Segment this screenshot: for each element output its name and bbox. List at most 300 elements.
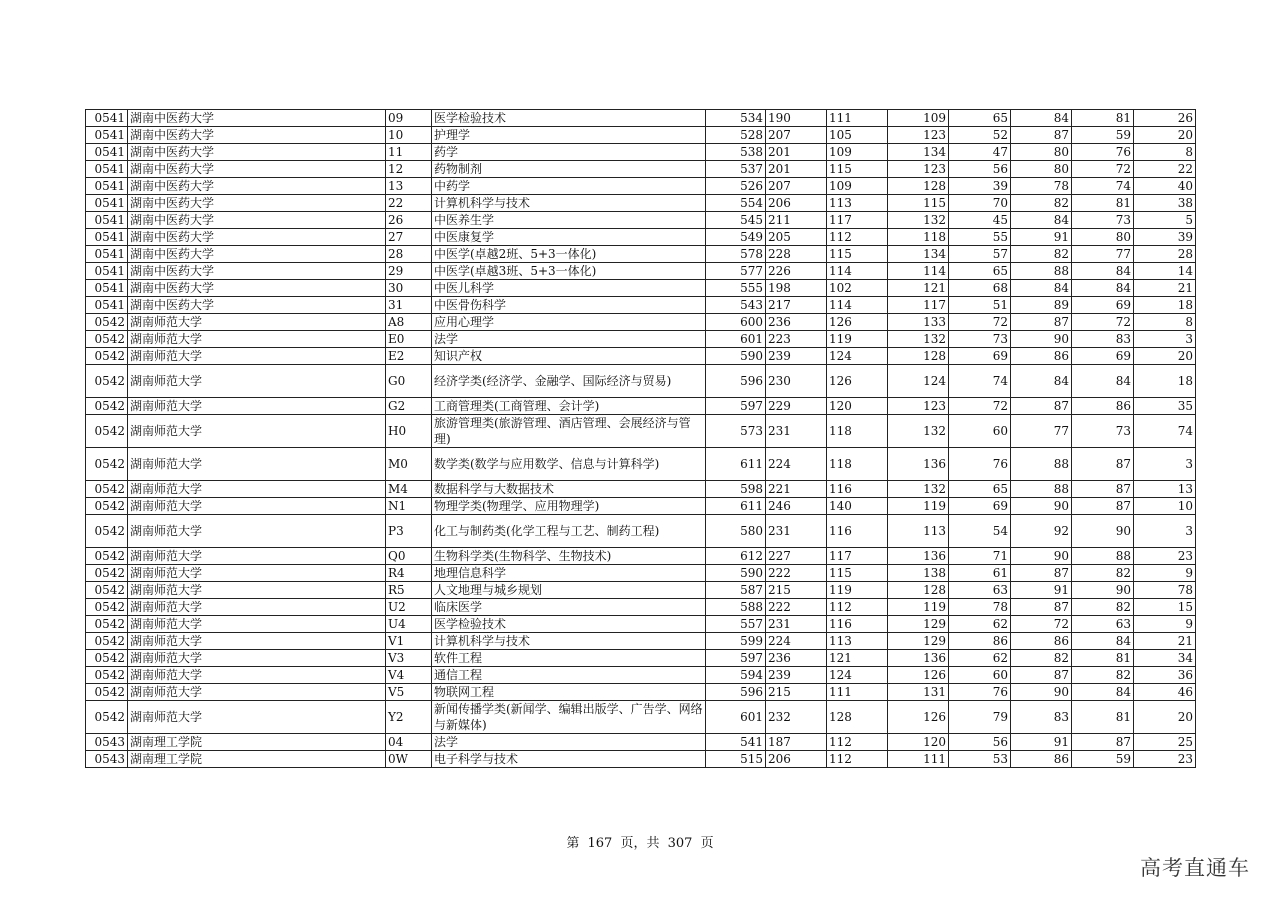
table-row (86, 515, 1196, 548)
cell-score-b: 116 (827, 515, 888, 548)
cell-total-score: 598 (706, 481, 766, 498)
cell-score-e: 84 (1011, 110, 1072, 127)
cell-score-g: 34 (1134, 650, 1196, 667)
footer-page-number: 167 (587, 836, 613, 851)
cell-school-code: 0542 (86, 481, 128, 498)
cell-major-name: 软件工程 (432, 650, 706, 667)
cell-score-b: 115 (827, 565, 888, 582)
table-row (86, 348, 1196, 365)
cell-score-f: 82 (1072, 667, 1134, 684)
cell-major-code: 10 (386, 127, 432, 144)
cell-score-d: 52 (949, 127, 1011, 144)
table-row (86, 398, 1196, 415)
cell-major-name: 中药学 (432, 178, 706, 195)
table-row (86, 667, 1196, 684)
cell-score-g: 3 (1134, 331, 1196, 348)
cell-school-name: 湖南师范大学 (128, 548, 386, 565)
cell-score-a: 224 (766, 448, 827, 481)
cell-total-score: 515 (706, 751, 766, 768)
cell-school-name: 湖南中医药大学 (128, 229, 386, 246)
table-row (86, 498, 1196, 515)
cell-total-score: 596 (706, 365, 766, 398)
cell-major-code: H0 (386, 415, 432, 448)
cell-score-e: 91 (1011, 582, 1072, 599)
cell-school-name: 湖南师范大学 (128, 582, 386, 599)
cell-total-score: 596 (706, 684, 766, 701)
cell-score-c: 136 (888, 448, 949, 481)
cell-score-f: 84 (1072, 684, 1134, 701)
cell-score-f: 90 (1072, 582, 1134, 599)
table-row (86, 650, 1196, 667)
cell-score-f: 59 (1072, 127, 1134, 144)
table-row (86, 415, 1196, 448)
cell-score-b: 116 (827, 616, 888, 633)
cell-major-name: 法学 (432, 331, 706, 348)
cell-school-code: 0542 (86, 415, 128, 448)
cell-school-name: 湖南师范大学 (128, 565, 386, 582)
cell-score-e: 89 (1011, 297, 1072, 314)
score-table (85, 109, 1196, 768)
cell-score-c: 121 (888, 280, 949, 297)
cell-score-b: 117 (827, 212, 888, 229)
cell-major-name: 工商管理类(工商管理、会计学) (432, 398, 706, 415)
cell-major-name: 计算机科学与技术 (432, 633, 706, 650)
cell-total-score: 600 (706, 314, 766, 331)
cell-score-g: 8 (1134, 314, 1196, 331)
cell-score-e: 88 (1011, 263, 1072, 280)
table-row (86, 565, 1196, 582)
cell-score-e: 90 (1011, 498, 1072, 515)
cell-score-g: 14 (1134, 263, 1196, 280)
cell-score-d: 72 (949, 398, 1011, 415)
cell-total-score: 578 (706, 246, 766, 263)
cell-total-score: 590 (706, 348, 766, 365)
cell-score-e: 80 (1011, 161, 1072, 178)
cell-score-d: 56 (949, 161, 1011, 178)
cell-score-g: 13 (1134, 481, 1196, 498)
cell-school-name: 湖南中医药大学 (128, 195, 386, 212)
cell-major-code: U4 (386, 616, 432, 633)
cell-major-code: 27 (386, 229, 432, 246)
cell-school-code: 0542 (86, 616, 128, 633)
cell-total-score: 537 (706, 161, 766, 178)
cell-school-name: 湖南师范大学 (128, 398, 386, 415)
cell-score-d: 86 (949, 633, 1011, 650)
cell-school-name: 湖南中医药大学 (128, 246, 386, 263)
table-row (86, 263, 1196, 280)
cell-score-c: 128 (888, 178, 949, 195)
cell-score-f: 90 (1072, 515, 1134, 548)
cell-school-code: 0542 (86, 684, 128, 701)
cell-score-e: 87 (1011, 398, 1072, 415)
cell-score-b: 116 (827, 481, 888, 498)
cell-score-g: 18 (1134, 297, 1196, 314)
table-row (86, 734, 1196, 751)
cell-score-e: 90 (1011, 331, 1072, 348)
cell-score-g: 18 (1134, 365, 1196, 398)
cell-score-e: 87 (1011, 599, 1072, 616)
cell-major-code: M0 (386, 448, 432, 481)
cell-score-c: 123 (888, 161, 949, 178)
cell-score-c: 136 (888, 548, 949, 565)
table-row (86, 616, 1196, 633)
cell-score-c: 123 (888, 398, 949, 415)
cell-score-d: 68 (949, 280, 1011, 297)
cell-score-d: 57 (949, 246, 1011, 263)
cell-school-code: 0542 (86, 448, 128, 481)
cell-score-c: 115 (888, 195, 949, 212)
cell-score-a: 236 (766, 650, 827, 667)
cell-school-name: 湖南中医药大学 (128, 144, 386, 161)
cell-score-g: 23 (1134, 548, 1196, 565)
cell-school-code: 0541 (86, 280, 128, 297)
cell-major-name: 中医儿科学 (432, 280, 706, 297)
cell-score-e: 88 (1011, 481, 1072, 498)
cell-major-name: 药学 (432, 144, 706, 161)
cell-score-c: 131 (888, 684, 949, 701)
cell-major-name: 知识产权 (432, 348, 706, 365)
cell-score-b: 113 (827, 633, 888, 650)
cell-score-a: 215 (766, 684, 827, 701)
cell-major-name: 医学检验技术 (432, 616, 706, 633)
table-row (86, 448, 1196, 481)
cell-score-f: 72 (1072, 161, 1134, 178)
cell-score-b: 114 (827, 297, 888, 314)
cell-total-score: 601 (706, 701, 766, 734)
cell-score-g: 20 (1134, 348, 1196, 365)
cell-school-code: 0543 (86, 751, 128, 768)
cell-score-f: 84 (1072, 280, 1134, 297)
cell-major-name: 中医养生学 (432, 212, 706, 229)
table-row (86, 633, 1196, 650)
cell-total-score: 611 (706, 498, 766, 515)
cell-score-c: 134 (888, 246, 949, 263)
cell-school-name: 湖南师范大学 (128, 331, 386, 348)
cell-school-name: 湖南师范大学 (128, 667, 386, 684)
cell-school-code: 0541 (86, 144, 128, 161)
cell-score-b: 114 (827, 263, 888, 280)
cell-major-code: M4 (386, 481, 432, 498)
table-row (86, 161, 1196, 178)
cell-major-code: V5 (386, 684, 432, 701)
cell-score-f: 87 (1072, 734, 1134, 751)
cell-major-name: 中医骨伤科学 (432, 297, 706, 314)
cell-major-name: 人文地理与城乡规划 (432, 582, 706, 599)
cell-school-name: 湖南中医药大学 (128, 110, 386, 127)
cell-score-g: 36 (1134, 667, 1196, 684)
cell-score-b: 124 (827, 348, 888, 365)
cell-major-code: E0 (386, 331, 432, 348)
cell-total-score: 612 (706, 548, 766, 565)
cell-major-code: 13 (386, 178, 432, 195)
cell-score-f: 83 (1072, 331, 1134, 348)
cell-school-name: 湖南师范大学 (128, 415, 386, 448)
cell-score-b: 111 (827, 110, 888, 127)
cell-score-f: 84 (1072, 633, 1134, 650)
cell-school-code: 0542 (86, 667, 128, 684)
cell-score-d: 53 (949, 751, 1011, 768)
cell-score-a: 231 (766, 415, 827, 448)
cell-school-code: 0542 (86, 701, 128, 734)
cell-total-score: 541 (706, 734, 766, 751)
cell-score-e: 82 (1011, 195, 1072, 212)
cell-score-e: 84 (1011, 212, 1072, 229)
cell-score-a: 223 (766, 331, 827, 348)
cell-major-code: 29 (386, 263, 432, 280)
cell-score-c: 128 (888, 348, 949, 365)
cell-major-name: 药物制剂 (432, 161, 706, 178)
cell-score-e: 82 (1011, 650, 1072, 667)
cell-score-d: 51 (949, 297, 1011, 314)
cell-school-name: 湖南师范大学 (128, 650, 386, 667)
cell-major-code: N1 (386, 498, 432, 515)
cell-total-score: 601 (706, 331, 766, 348)
table-row (86, 212, 1196, 229)
cell-school-code: 0541 (86, 161, 128, 178)
cell-score-g: 20 (1134, 701, 1196, 734)
cell-score-e: 90 (1011, 548, 1072, 565)
cell-major-name: 物理学类(物理学、应用物理学) (432, 498, 706, 515)
cell-score-f: 76 (1072, 144, 1134, 161)
cell-score-a: 228 (766, 246, 827, 263)
cell-score-d: 60 (949, 667, 1011, 684)
cell-school-name: 湖南中医药大学 (128, 127, 386, 144)
cell-score-b: 120 (827, 398, 888, 415)
cell-school-name: 湖南中医药大学 (128, 178, 386, 195)
cell-major-code: 12 (386, 161, 432, 178)
cell-score-f: 87 (1072, 448, 1134, 481)
cell-score-b: 111 (827, 684, 888, 701)
cell-school-name: 湖南师范大学 (128, 348, 386, 365)
cell-score-d: 60 (949, 415, 1011, 448)
cell-score-b: 105 (827, 127, 888, 144)
cell-total-score: 549 (706, 229, 766, 246)
cell-total-score: 580 (706, 515, 766, 548)
cell-school-name: 湖南中医药大学 (128, 212, 386, 229)
cell-score-d: 73 (949, 331, 1011, 348)
cell-score-g: 35 (1134, 398, 1196, 415)
cell-school-code: 0542 (86, 599, 128, 616)
cell-score-g: 21 (1134, 633, 1196, 650)
cell-score-e: 86 (1011, 348, 1072, 365)
cell-score-a: 236 (766, 314, 827, 331)
cell-major-name: 计算机科学与技术 (432, 195, 706, 212)
cell-major-name: 医学检验技术 (432, 110, 706, 127)
cell-score-d: 69 (949, 498, 1011, 515)
cell-school-code: 0541 (86, 263, 128, 280)
cell-school-code: 0541 (86, 195, 128, 212)
cell-school-code: 0541 (86, 246, 128, 263)
cell-score-d: 62 (949, 650, 1011, 667)
cell-major-code: Y2 (386, 701, 432, 734)
cell-major-code: 11 (386, 144, 432, 161)
cell-school-name: 湖南师范大学 (128, 365, 386, 398)
cell-score-a: 201 (766, 161, 827, 178)
cell-total-score: 526 (706, 178, 766, 195)
table-row (86, 110, 1196, 127)
cell-total-score: 577 (706, 263, 766, 280)
cell-school-code: 0542 (86, 314, 128, 331)
cell-score-g: 25 (1134, 734, 1196, 751)
cell-score-d: 62 (949, 616, 1011, 633)
cell-school-name: 湖南理工学院 (128, 734, 386, 751)
table-row (86, 229, 1196, 246)
cell-school-name: 湖南中医药大学 (128, 161, 386, 178)
cell-score-d: 39 (949, 178, 1011, 195)
cell-score-a: 231 (766, 515, 827, 548)
watermark-text: 高考直通车 (1140, 856, 1250, 880)
cell-score-g: 38 (1134, 195, 1196, 212)
cell-score-c: 132 (888, 212, 949, 229)
cell-score-b: 128 (827, 701, 888, 734)
cell-score-b: 117 (827, 548, 888, 565)
table-row (86, 297, 1196, 314)
cell-school-code: 0542 (86, 633, 128, 650)
cell-school-code: 0542 (86, 365, 128, 398)
cell-score-a: 239 (766, 348, 827, 365)
cell-score-d: 45 (949, 212, 1011, 229)
cell-major-code: P3 (386, 515, 432, 548)
cell-score-e: 88 (1011, 448, 1072, 481)
cell-total-score: 590 (706, 565, 766, 582)
cell-total-score: 594 (706, 667, 766, 684)
cell-school-name: 湖南师范大学 (128, 498, 386, 515)
cell-score-f: 73 (1072, 212, 1134, 229)
cell-major-code: V4 (386, 667, 432, 684)
cell-score-a: 207 (766, 127, 827, 144)
cell-score-b: 102 (827, 280, 888, 297)
cell-score-a: 198 (766, 280, 827, 297)
cell-score-g: 8 (1134, 144, 1196, 161)
cell-total-score: 599 (706, 633, 766, 650)
cell-school-name: 湖南师范大学 (128, 684, 386, 701)
cell-score-e: 80 (1011, 144, 1072, 161)
cell-score-c: 136 (888, 650, 949, 667)
cell-score-a: 206 (766, 195, 827, 212)
cell-major-name: 通信工程 (432, 667, 706, 684)
cell-score-g: 20 (1134, 127, 1196, 144)
cell-school-code: 0542 (86, 498, 128, 515)
cell-score-d: 72 (949, 314, 1011, 331)
cell-score-g: 39 (1134, 229, 1196, 246)
cell-major-name: 经济学类(经济学、金融学、国际经济与贸易) (432, 365, 706, 398)
cell-score-e: 87 (1011, 565, 1072, 582)
table-row (86, 365, 1196, 398)
cell-major-code: Q0 (386, 548, 432, 565)
cell-score-a: 226 (766, 263, 827, 280)
cell-score-b: 112 (827, 734, 888, 751)
cell-score-d: 54 (949, 515, 1011, 548)
cell-score-f: 84 (1072, 263, 1134, 280)
cell-score-b: 109 (827, 178, 888, 195)
cell-major-name: 地理信息科学 (432, 565, 706, 582)
cell-score-b: 124 (827, 667, 888, 684)
cell-score-f: 82 (1072, 565, 1134, 582)
cell-score-c: 134 (888, 144, 949, 161)
cell-score-c: 126 (888, 701, 949, 734)
cell-school-code: 0542 (86, 565, 128, 582)
cell-major-code: V3 (386, 650, 432, 667)
cell-score-b: 112 (827, 599, 888, 616)
cell-score-e: 77 (1011, 415, 1072, 448)
cell-score-e: 91 (1011, 229, 1072, 246)
cell-school-code: 0542 (86, 331, 128, 348)
cell-score-c: 138 (888, 565, 949, 582)
cell-major-name: 护理学 (432, 127, 706, 144)
cell-score-f: 80 (1072, 229, 1134, 246)
table-row (86, 195, 1196, 212)
table-row (86, 314, 1196, 331)
cell-score-b: 115 (827, 246, 888, 263)
cell-major-code: U2 (386, 599, 432, 616)
cell-total-score: 597 (706, 398, 766, 415)
table-row (86, 481, 1196, 498)
cell-score-c: 119 (888, 599, 949, 616)
cell-score-c: 119 (888, 498, 949, 515)
cell-score-f: 77 (1072, 246, 1134, 263)
cell-score-g: 3 (1134, 515, 1196, 548)
cell-score-a: 231 (766, 616, 827, 633)
cell-total-score: 528 (706, 127, 766, 144)
cell-score-d: 47 (949, 144, 1011, 161)
cell-score-b: 113 (827, 195, 888, 212)
table-row (86, 144, 1196, 161)
cell-score-b: 115 (827, 161, 888, 178)
cell-score-f: 82 (1072, 599, 1134, 616)
cell-total-score: 543 (706, 297, 766, 314)
cell-score-d: 65 (949, 263, 1011, 280)
footer-prefix: 第 (566, 836, 580, 851)
cell-score-b: 119 (827, 331, 888, 348)
table-row (86, 684, 1196, 701)
cell-major-code: 04 (386, 734, 432, 751)
cell-school-code: 0541 (86, 110, 128, 127)
cell-score-e: 72 (1011, 616, 1072, 633)
cell-school-name: 湖南师范大学 (128, 314, 386, 331)
cell-score-c: 132 (888, 481, 949, 498)
cell-school-code: 0542 (86, 398, 128, 415)
table-row (86, 701, 1196, 734)
cell-total-score: 587 (706, 582, 766, 599)
table-row (86, 548, 1196, 565)
cell-score-d: 79 (949, 701, 1011, 734)
cell-score-g: 10 (1134, 498, 1196, 515)
cell-score-g: 23 (1134, 751, 1196, 768)
footer-suffix: 页 (700, 836, 714, 851)
cell-score-e: 92 (1011, 515, 1072, 548)
cell-score-f: 69 (1072, 297, 1134, 314)
cell-score-c: 132 (888, 415, 949, 448)
table-row (86, 751, 1196, 768)
cell-school-code: 0542 (86, 582, 128, 599)
cell-score-b: 121 (827, 650, 888, 667)
cell-score-f: 88 (1072, 548, 1134, 565)
cell-score-a: 222 (766, 565, 827, 582)
cell-score-a: 217 (766, 297, 827, 314)
cell-score-a: 205 (766, 229, 827, 246)
cell-major-name: 临床医学 (432, 599, 706, 616)
cell-school-code: 0543 (86, 734, 128, 751)
cell-major-code: G2 (386, 398, 432, 415)
cell-score-c: 132 (888, 331, 949, 348)
cell-score-g: 21 (1134, 280, 1196, 297)
cell-score-f: 84 (1072, 365, 1134, 398)
cell-score-b: 140 (827, 498, 888, 515)
cell-total-score: 557 (706, 616, 766, 633)
cell-score-g: 74 (1134, 415, 1196, 448)
table-row (86, 582, 1196, 599)
cell-score-b: 118 (827, 415, 888, 448)
